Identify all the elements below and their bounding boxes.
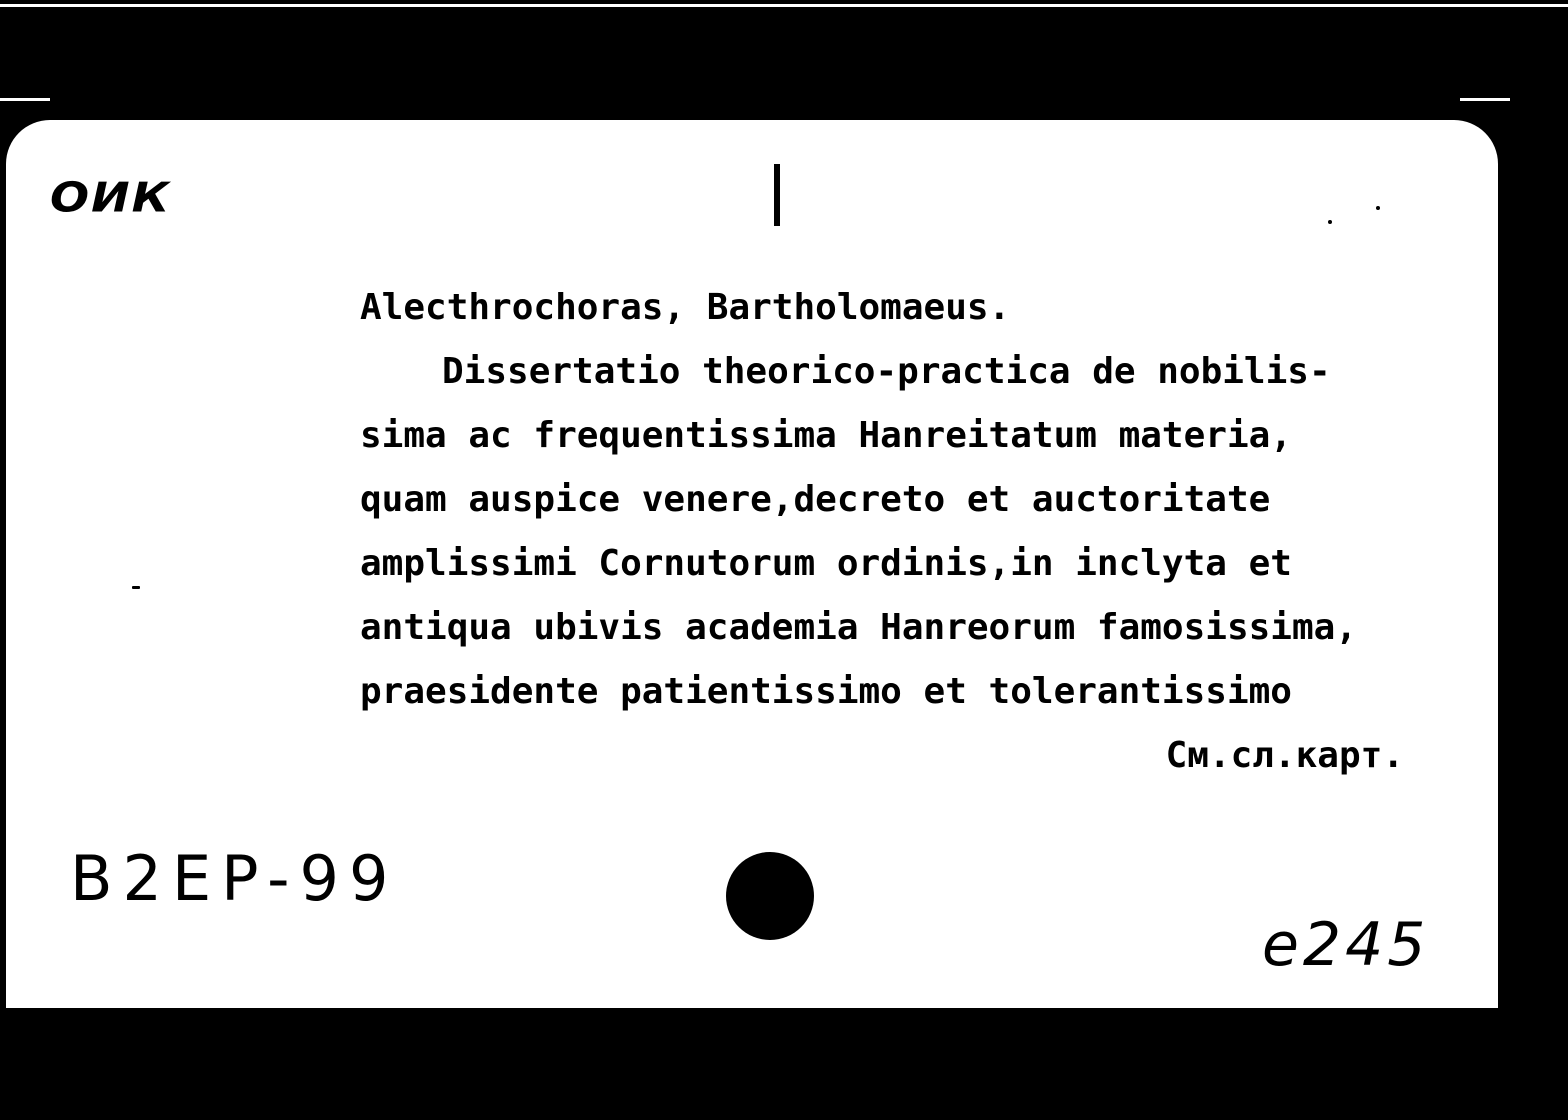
scan-speck [132,586,140,589]
card-punch-hole [726,852,814,940]
vertical-divider-mark [774,164,780,226]
shelf-mark-handwritten: B2EP-99 [70,842,399,915]
catalog-card [6,120,1498,1008]
author-heading: Alecthrochoras, Bartholomaeus. [360,287,1011,328]
scan-edge-mark-left [0,98,50,101]
title-line-1: Dissertatio theorico-practica de nobilis- [442,351,1331,392]
card-number-handwritten: e245 [1262,910,1430,980]
scan-speck [1328,220,1332,224]
title-line-6: praesidente patientissimo et tolerantissimo [360,671,1292,712]
see-next-card-note: См.сл.карт. [1165,735,1404,776]
title-line-3: quam auspice venere,decreto et auctoritate [360,479,1271,520]
title-line-5: antiqua ubivis academia Hanreorum famosissima, [360,607,1357,648]
bibliographic-entry [360,276,1500,788]
corner-code-handwritten: ОИК [50,172,172,222]
title-line-4: amplissimi Cornutorum ordinis,in inclyta et [360,543,1292,584]
scan-top-border [0,4,1568,7]
scan-edge-mark-right [1460,98,1510,101]
scan-speck [1376,206,1380,210]
title-line-2: sima ac frequentissima Hanreitatum materia, [360,415,1292,456]
